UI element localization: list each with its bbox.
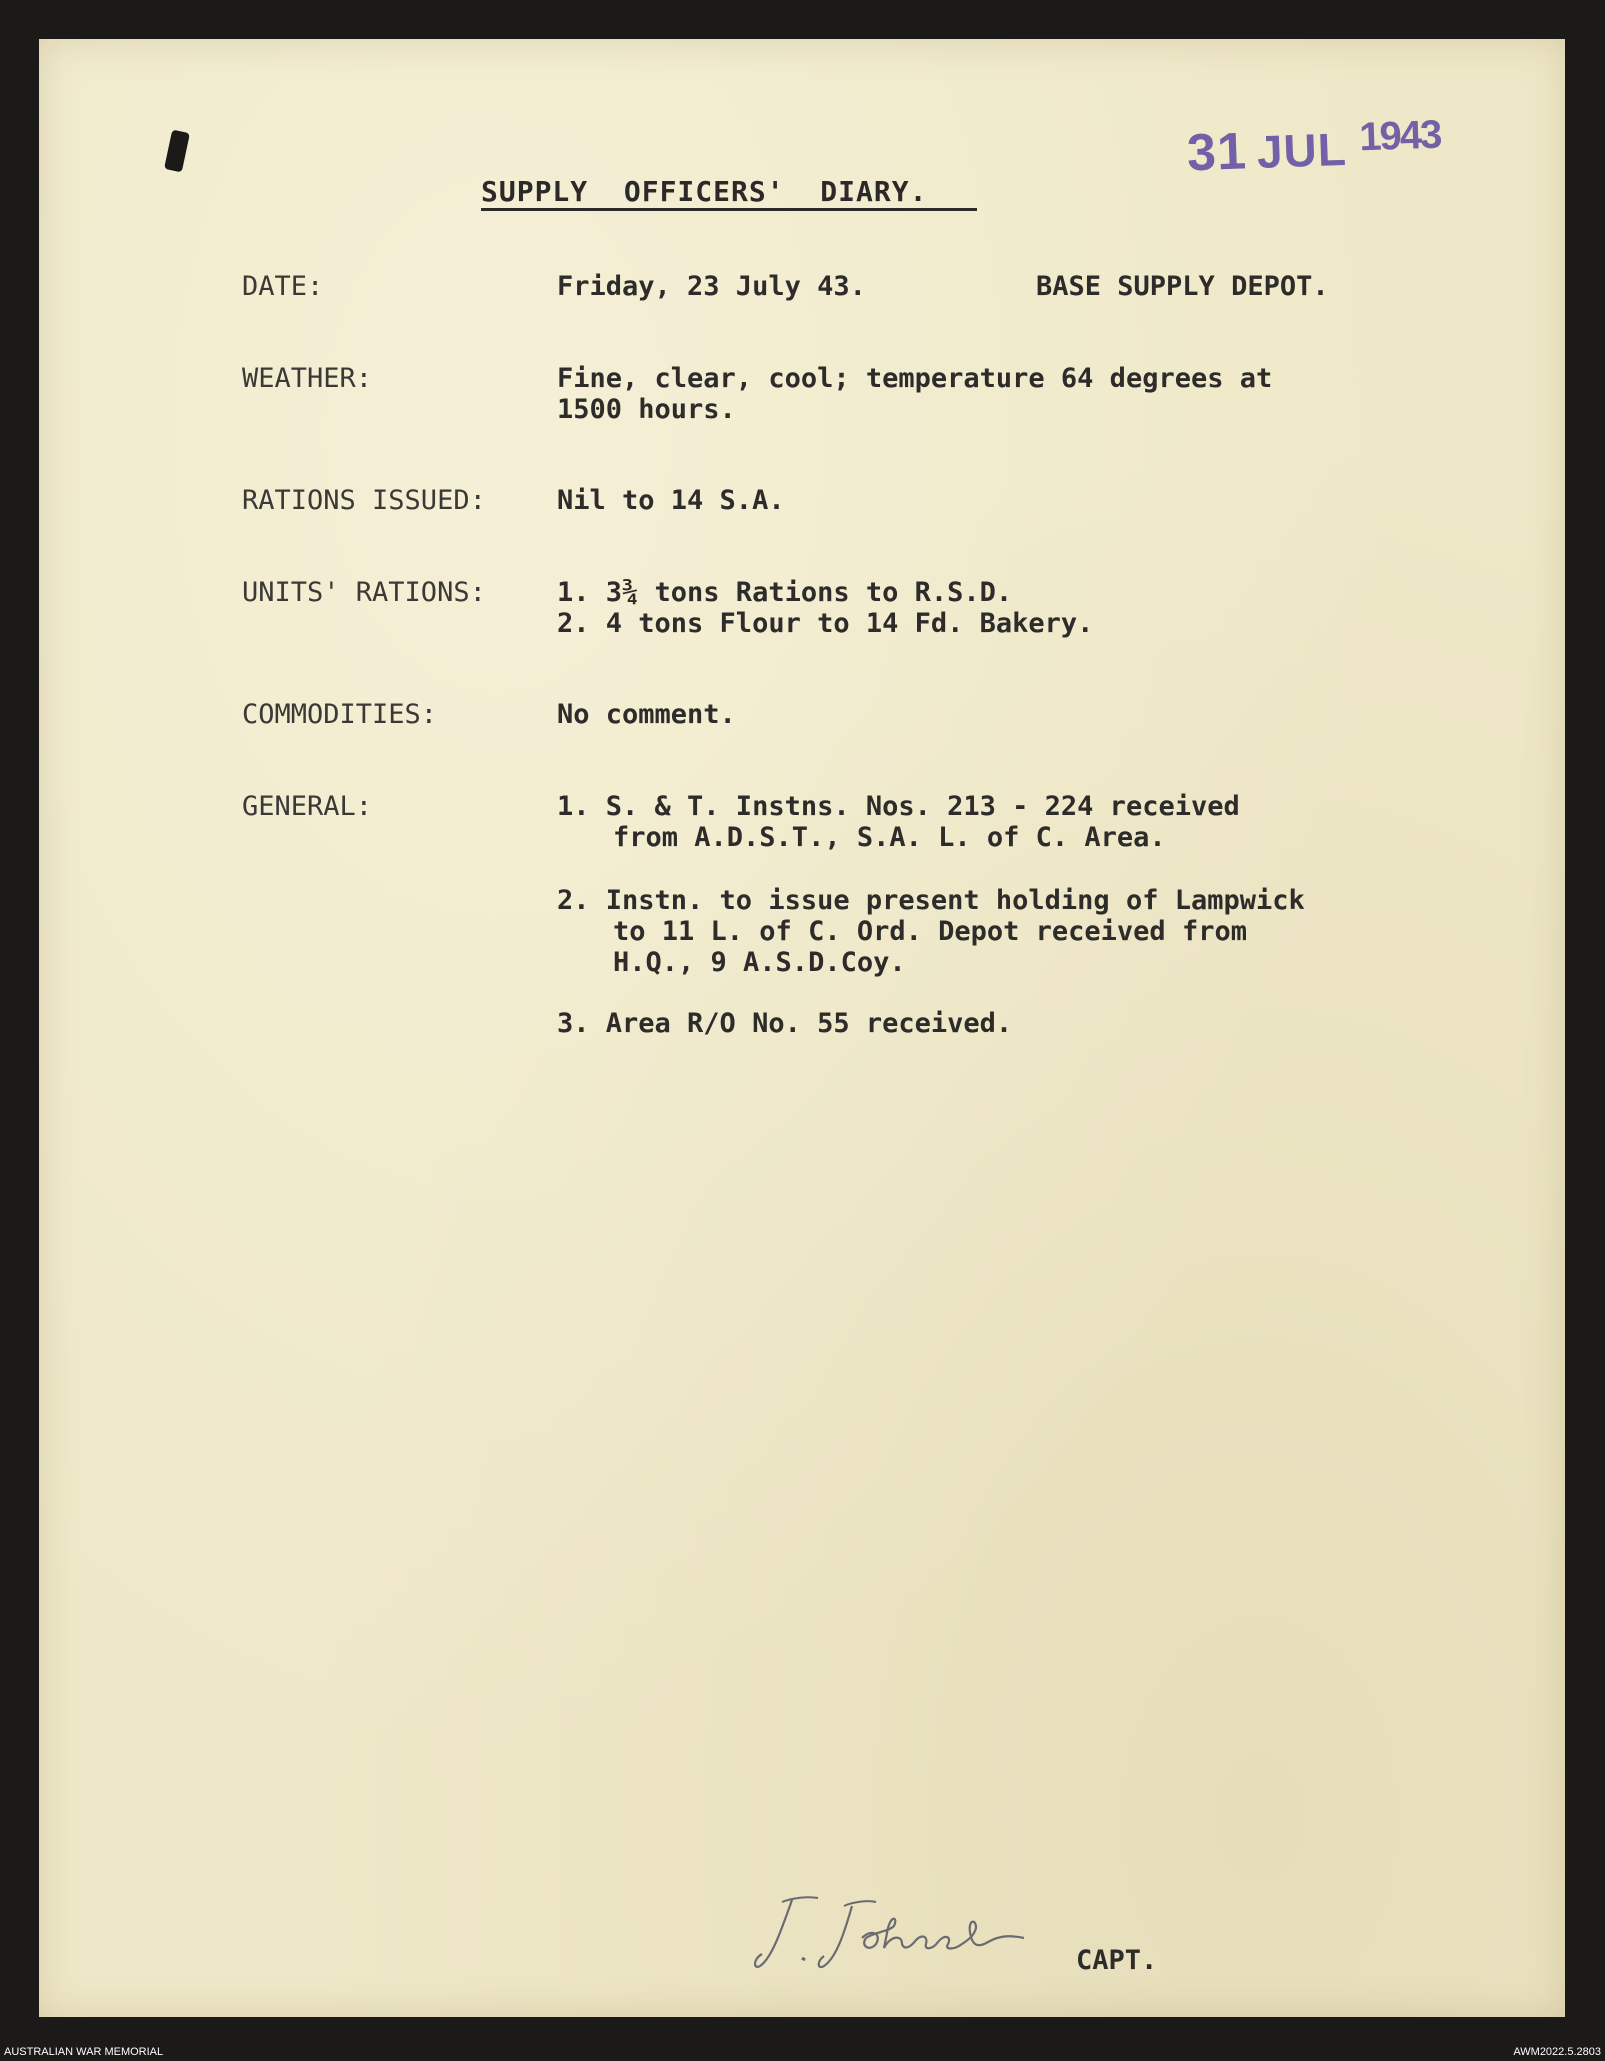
general-label: GENERAL:: [242, 791, 373, 822]
weather-label: WEATHER:: [242, 363, 373, 394]
general-item-2-line-3: H.Q., 9 A.S.D.Coy.: [613, 947, 906, 978]
date-label: DATE:: [242, 271, 324, 302]
title-underline: [481, 208, 977, 211]
units-rations-label: UNITS' RATIONS:: [242, 577, 486, 608]
punch-hole: [164, 130, 190, 173]
stamp-year: 1943: [1358, 112, 1442, 160]
stamp-day: 31: [1186, 122, 1248, 183]
commodities-label: COMMODITIES:: [242, 699, 438, 730]
stamp-month: JUL: [1256, 122, 1347, 178]
signature-rank: CAPT.: [1076, 1945, 1158, 1976]
general-item-1-line-2: from A.D.S.T., S.A. L. of C. Area.: [613, 822, 1166, 853]
general-item-3-line-1: 3. Area R/O No. 55 received.: [557, 1008, 1013, 1039]
general-item-1-line-1: 1. S. & T. Instns. Nos. 213 - 224 received: [557, 791, 1240, 822]
rations-issued-label: RATIONS ISSUED:: [242, 485, 486, 516]
handwritten-signature: [752, 1888, 1062, 1982]
weather-line-1: Fine, clear, cool; temperature 64 degrees at: [557, 363, 1273, 394]
footer-institution: AUSTRALIAN WAR MEMORIAL: [4, 2046, 164, 2058]
general-item-2-line-1: 2. Instn. to issue present holding of Lampwick: [557, 885, 1305, 916]
general-item-2-line-2: to 11 L. of C. Ord. Depot received from: [613, 916, 1247, 947]
weather-line-2: 1500 hours.: [557, 394, 736, 425]
date-value: Friday, 23 July 43.: [557, 271, 866, 302]
rations-issued-value: Nil to 14 S.A.: [557, 485, 785, 516]
units-rations-line-2: 2. 4 tons Flour to 14 Fd. Bakery.: [557, 608, 1094, 639]
commodities-value: No comment.: [557, 699, 736, 730]
depot-name: BASE SUPPLY DEPOT.: [1036, 271, 1329, 302]
date-stamp: [1186, 112, 1442, 184]
document-title: SUPPLY OFFICERS' DIARY.: [481, 175, 928, 208]
footer-reference: AWM2022.5.2803: [1513, 2046, 1601, 2058]
units-rations-line-1: 1. 3¾ tons Rations to R.S.D.: [557, 577, 1013, 608]
